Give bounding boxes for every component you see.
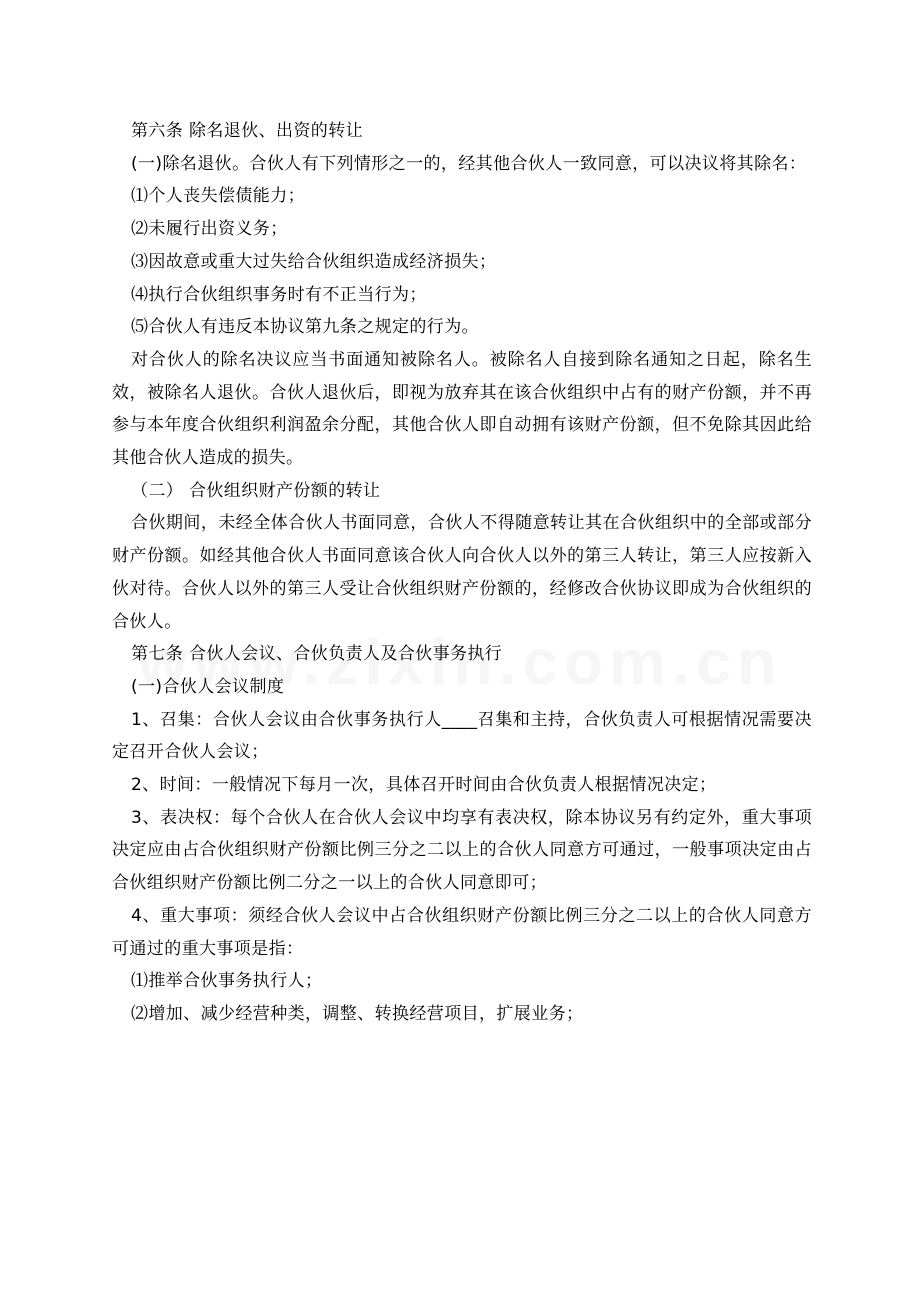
major-matter-2: ⑵增加、减少经营种类，调整、转换经营项目，扩展业务；: [131, 1003, 584, 1024]
expulsion-item-4: ⑷执行合伙组织事务时有不正当行为；: [131, 284, 427, 305]
share-transfer-paragraph: 合伙期间，未经全体合伙人书面同意，合伙人不得随意转让其在合伙组织中的全部或部分财产份额。如经其他合伙人书面同意该合伙人向合伙人以外的第三人转让，第三人应按新入伙对待。合伙人以外的第三人受让合伙组织财产份额的，经修改合伙协议即成为合伙组织的合伙人。: [112, 513, 812, 632]
meeting-system-heading: (一)合伙人会议制度: [131, 676, 285, 697]
document-body: [112, 115, 812, 1031]
meeting-convening-item: 1、召集：合伙人会议由合伙事务执行人____召集和主持，合伙负责人可根据情况需要决定召开合伙人会议；: [112, 709, 812, 763]
share-transfer-heading: （二） 合伙组织财产份额的转让: [131, 480, 381, 501]
expulsion-clause: (一)除名退伙。合伙人有下列情形之一的，经其他合伙人一致同意，可以决议将其除名：: [131, 153, 807, 174]
expulsion-item-2: ⑵未履行出资义务；: [131, 219, 288, 240]
expulsion-notice-paragraph: 对合伙人的除名决议应当书面通知被除名人。被除名人自接到除名通知之日起，除名生效，被除名人退伙。合伙人退伙后，即视为放弃其在该合伙组织中占有的财产份额，并不再参与本年度合伙组织利润盈余分配，其他合伙人即自动拥有该财产份额，但不免除其因此给其他合伙人造成的损失。: [112, 349, 812, 469]
meeting-time-item: 2、时间：一般情况下每月一次，具体召开时间由合伙负责人根据情况决定；: [131, 775, 717, 796]
expulsion-item-5: ⑸合伙人有违反本协议第九条之规定的行为。: [131, 317, 479, 338]
major-matters-item: 4、重大事项：须经合伙人会议中占合伙组织财产份额比例三分之二以上的合伙人同意方可通过的重大事项是指：: [112, 905, 812, 959]
article-6-heading: 第六条 除名退伙、出资的转让: [131, 121, 364, 141]
major-matter-1: ⑴推举合伙事务执行人；: [131, 971, 323, 992]
article-7-heading: 第七条 合伙人会议、合伙负责人及合伙事务执行: [131, 644, 503, 665]
voting-rights-item: 3、表决权：每个合伙人在合伙人会议中均享有表决权，除本协议另有约定外，重大事项决定应由占合伙组织财产份额比例三分之二以上的合伙人同意方可通过，一般事项决定由占合伙组织财产份额比例二分之一以上的合伙人同意即可；: [112, 807, 812, 894]
expulsion-item-1: ⑴个人丧失偿债能力；: [131, 186, 305, 207]
expulsion-item-3: ⑶因故意或重大过失给合伙组织造成经济损失；: [131, 251, 497, 272]
